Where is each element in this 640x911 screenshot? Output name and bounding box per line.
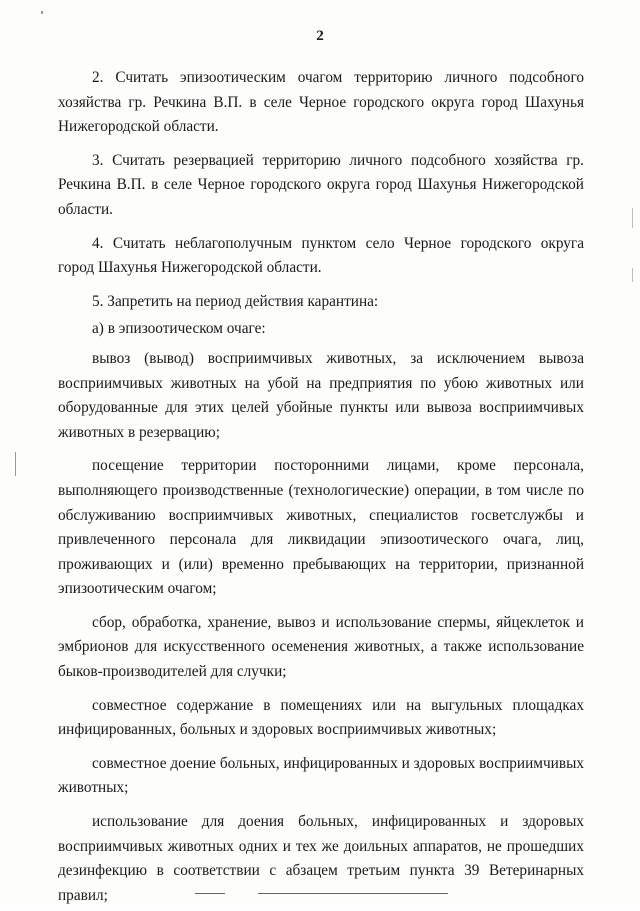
paragraph-subitem-a: а) в эпизоотическом очаге:: [92, 320, 266, 338]
document-body: [58, 66, 584, 911]
paragraph-item-3: 3. Считать резервацией территорию личного подсобного хозяйства гр. Речкина В.П. в селе Черное городского округа город Шахунья Нижегородской области.: [58, 151, 584, 218]
scan-speck: [41, 11, 43, 14]
prohibition-paragraph: совместное доение больных, инфицированных и здоровых восприимчивых животных;: [58, 754, 584, 797]
page-number: 2: [316, 28, 324, 44]
prohibition-paragraph: посещение территории посторонними лицами, кроме персонала, выполняющего производственные (технологические) операции, в том числе по обслуживанию восприимчивых животных, специалистов госветслужбы и привлеченного персонала для ликвидации эпизоотического очага, лиц, проживающих и (или) временно пребывающих на территории, признанной эпизоотическим очагом;: [58, 457, 584, 598]
prohibition-paragraph: сбор, обработка, хранение, вывоз и использование спермы, яйцеклеток и эмбрионов для искусственного осеменения животных, а также использование быков-производителей для случки;: [58, 613, 584, 681]
footer-rule: [195, 893, 225, 894]
paragraph-item-2: 2. Считать эпизоотическим очагом территорию личного подсобного хозяйства гр. Речкина В.П. в селе Черное городского округа город Шахунья Нижегородской области.: [58, 69, 584, 136]
prohibition-paragraph: совместное содержание в помещениях или на выгульных площадках инфицированных, больных и здоровых восприимчивых животных;: [58, 696, 584, 739]
paragraph-item-5: 5. Запретить на период действия карантина:: [92, 292, 379, 310]
scan-margin-mark-right: [632, 208, 633, 228]
scan-margin-mark-left: [15, 452, 16, 476]
prohibition-paragraph: вывоз (вывод) восприимчивых животных, за исключением вывоза восприимчивых животных на убой на предприятия по убою животных или оборудованные для этих целей убойные пункты или вывоза восприимчивых животных в резервацию;: [58, 349, 584, 441]
footer-rule: [258, 893, 448, 894]
prohibition-paragraph: использование для доения больных, инфицированных и здоровых восприимчивых животных одних и тех же доильных аппаратов, не прошедших дезинфекцию в соответствии с абзацем третьим пункта 39 Ветеринарных правил;: [58, 813, 584, 904]
paragraph-item-4: 4. Считать неблагополучным пунктом село Черное городского округа город Шахунья Нижегородской области.: [58, 234, 584, 277]
scan-margin-mark-right: [632, 268, 633, 282]
